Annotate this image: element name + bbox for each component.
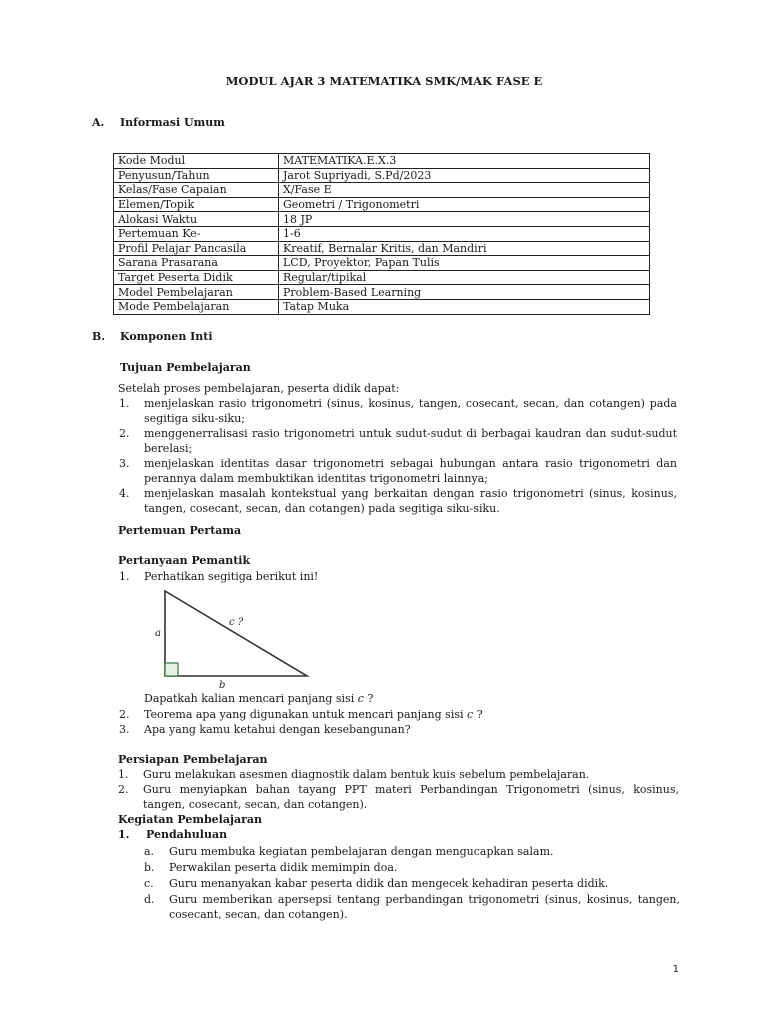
list-item: a. Guru membuka kegiatan pembelajaran dengan mengucapkan salam. bbox=[144, 845, 554, 858]
table-row bbox=[114, 299, 650, 314]
side-a-label: a bbox=[155, 628, 161, 639]
table-cell-value: Kreatif, Bernalar Kritis, dan Mandiri bbox=[279, 241, 650, 256]
pemantik-q1-followup: Dapatkah kalian mencari panjang sisi c ? bbox=[144, 692, 374, 705]
kegiatan-sub-title: Pendahuluan bbox=[146, 828, 228, 841]
table-cell-label: Target Peserta Didik bbox=[114, 270, 279, 285]
table-cell-value: Jarot Supriyadi, S.Pd/2023 bbox=[279, 168, 650, 183]
table-cell-label: Kelas/Fase Capaian bbox=[114, 183, 279, 198]
table-cell-label: Sarana Prasarana bbox=[114, 256, 279, 271]
table-cell-label: Mode Pembelajaran bbox=[114, 299, 279, 314]
info-table bbox=[113, 153, 650, 315]
table-cell-value: 1-6 bbox=[279, 226, 650, 241]
tujuan-intro: Setelah proses pembelajaran, peserta didik dapat: bbox=[118, 382, 400, 395]
table-cell-label: Penyusun/Tahun bbox=[114, 168, 279, 183]
persiapan-list bbox=[118, 767, 679, 812]
triangle-shape bbox=[165, 591, 307, 676]
pemantik-q1-number: 1. bbox=[119, 570, 130, 583]
kegiatan-heading: Kegiatan Pembelajaran bbox=[118, 813, 262, 826]
table-row bbox=[114, 226, 650, 241]
table-cell-value: X/Fase E bbox=[279, 183, 650, 198]
side-b-label: b bbox=[219, 680, 226, 689]
table-row bbox=[114, 270, 650, 285]
list-item: c. Guru menanyakan kabar peserta didik dan mengecek kehadiran peserta didik. bbox=[144, 877, 609, 890]
table-cell-label: Elemen/Topik bbox=[114, 197, 279, 212]
pertemuan-heading: Pertemuan Pertama bbox=[118, 524, 242, 537]
list-item: 2. menggenerralisasi rasio trigonometri untuk sudut-sudut di berbagai kaudran dan sudut-sudut berelasi; bbox=[119, 427, 677, 455]
list-item: b. Perwakilan peserta didik memimpin doa. bbox=[144, 861, 398, 874]
table-cell-value: Problem-Based Learning bbox=[279, 285, 650, 300]
tujuan-heading: Tujuan Pembelajaran bbox=[120, 361, 251, 374]
table-cell-label: Kode Modul bbox=[114, 154, 279, 169]
section-a-letter: A. bbox=[92, 116, 105, 129]
list-item: 4. menjelaskan masalah kontekstual yang berkaitan dengan rasio trigonometri (sinus, kosinus, tangen, cosecant, secan, dan cotangen) pada segitiga siku-siku. bbox=[119, 487, 677, 515]
table-row bbox=[114, 168, 650, 183]
table-cell-value: Geometri / Trigonometri bbox=[279, 197, 650, 212]
table-cell-value: Regular/tipikal bbox=[279, 270, 650, 285]
side-c-label: c ? bbox=[229, 617, 244, 628]
pendahuluan-list bbox=[144, 844, 680, 922]
pemantik-heading: Pertanyaan Pemantik bbox=[118, 554, 251, 567]
table-cell-label: Profil Pelajar Pancasila bbox=[114, 241, 279, 256]
list-item: 3. menjelaskan identitas dasar trigonometri sebagai hubungan antara rasio trigonometri dan perannya dalam membuktikan identitas trigonometri lainnya; bbox=[119, 457, 677, 485]
list-item: d. Guru memberikan apersepsi tentang perbandingan trigonometri (sinus, kosinus, tangen, cosecant, secan, dan cotangen). bbox=[144, 893, 680, 921]
page-number: 1 bbox=[672, 964, 679, 975]
list-item: 1. Guru melakukan asesmen diagnostik dalam bentuk kuis sebelum pembelajaran. bbox=[118, 768, 590, 781]
pemantik-q3: Apa yang kamu ketahui dengan kesebangunan? bbox=[144, 723, 411, 736]
table-row bbox=[114, 197, 650, 212]
table-row bbox=[114, 183, 650, 198]
table-row bbox=[114, 285, 650, 300]
section-a-title: Informasi Umum bbox=[120, 116, 225, 129]
variable-c: c bbox=[467, 708, 474, 721]
section-b-title: Komponen Inti bbox=[120, 330, 213, 343]
kegiatan-sub-number: 1. bbox=[118, 828, 130, 841]
pemantik-q3-number: 3. bbox=[119, 723, 130, 736]
section-b-letter: B. bbox=[92, 330, 106, 343]
table-cell-value: Tatap Muka bbox=[279, 299, 650, 314]
right-triangle-figure bbox=[150, 585, 320, 689]
right-angle-marker bbox=[165, 663, 178, 676]
table-row bbox=[114, 212, 650, 227]
pemantik-q2: Teorema apa yang digunakan untuk mencari panjang sisi c ? bbox=[144, 708, 483, 721]
table-cell-value: MATEMATIKA.E.X.3 bbox=[279, 154, 650, 169]
pemantik-q2-number: 2. bbox=[119, 708, 130, 721]
table-cell-label: Model Pembelajaran bbox=[114, 285, 279, 300]
table-cell-label: Pertemuan Ke- bbox=[114, 226, 279, 241]
variable-c: c bbox=[357, 692, 364, 705]
table-cell-label: Alokasi Waktu bbox=[114, 212, 279, 227]
table-cell-value: LCD, Proyektor, Papan Tulis bbox=[279, 256, 650, 271]
persiapan-heading: Persiapan Pembelajaran bbox=[118, 753, 268, 766]
pemantik-q1: Perhatikan segitiga berikut ini! bbox=[144, 570, 319, 583]
table-row bbox=[114, 241, 650, 256]
list-item: 1. menjelaskan rasio trigonometri (sinus, kosinus, tangen, cosecant, secan, dan cotangen) pada segitiga siku-siku; bbox=[119, 397, 677, 425]
table-row bbox=[114, 256, 650, 271]
tujuan-list bbox=[119, 396, 677, 516]
table-row bbox=[114, 154, 650, 169]
table-cell-value: 18 JP bbox=[279, 212, 650, 227]
document-title: MODUL AJAR 3 MATEMATIKA SMK/MAK FASE E bbox=[225, 74, 543, 88]
list-item: 2. Guru menyiapkan bahan tayang PPT materi Perbandingan Trigonometri (sinus, kosinus, tangen, cosecant, secan, dan cotangen). bbox=[118, 783, 679, 811]
